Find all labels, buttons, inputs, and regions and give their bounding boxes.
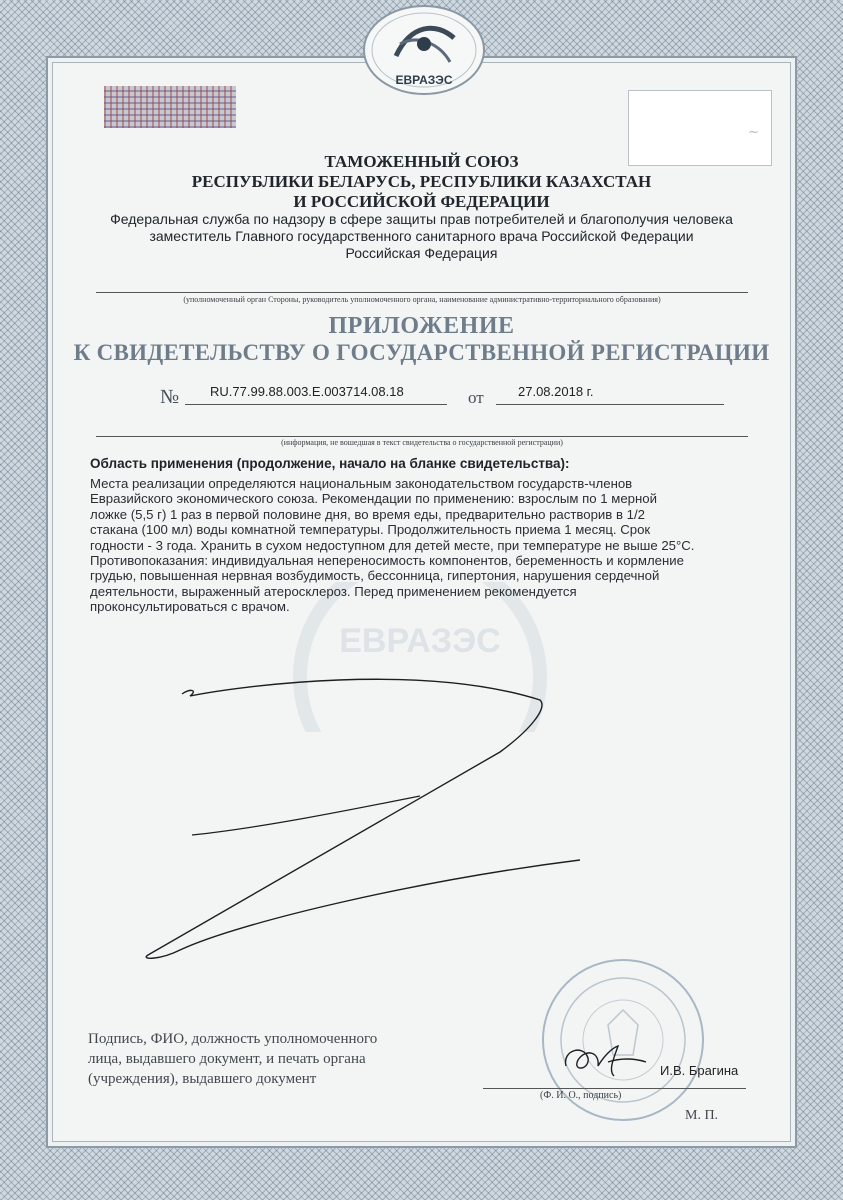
header-line-6: Российская Федерация <box>345 245 498 261</box>
body-line: годности - 3 года. Хранить в сухом недоступном для детей месте, при температуре не выше 25°С. <box>90 537 695 553</box>
header-line-4: Федеральная служба по надзору в сфере защиты прав потребителей и благополучия человека <box>110 211 733 227</box>
body-line: стакана (100 мл) воды комнатной температуры. Продолжительность приема 1 месяц. Срок <box>90 522 651 538</box>
header-line-2: РЕСПУБЛИКИ БЕЛАРУСЬ, РЕСПУБЛИКИ КАЗАХСТАН <box>191 172 652 191</box>
title-line-1: ПРИЛОЖЕНИЕ <box>328 313 515 339</box>
date-underline <box>496 404 724 405</box>
info-caption: (информация, не вошедшая в текст свидетельства о государственной регистрации) <box>281 438 563 447</box>
authority-underline <box>96 292 748 293</box>
evrazes-logo <box>356 4 492 100</box>
section-title: Область применения (продолжение, начало на бланке свидетельства): <box>90 456 570 471</box>
z-cross-out-stroke <box>120 660 580 980</box>
number-underline <box>185 404 447 405</box>
footer-line: (учреждения), выдавшего документ <box>88 1071 317 1087</box>
body-text <box>90 476 770 615</box>
stamp-place-label: М. П. <box>685 1108 719 1123</box>
serial-box-mark: ~ <box>748 125 759 140</box>
registration-number: RU.77.99.88.003.E.003714.08.18 <box>210 384 404 399</box>
body-line: проконсультироваться с врачом. <box>90 599 290 615</box>
footer-line: Подпись, ФИО, должность уполномоченного <box>88 1031 378 1047</box>
info-underline <box>96 436 748 437</box>
number-label: № <box>160 386 180 408</box>
signature <box>558 1036 648 1080</box>
watermark-text: ЕВРАЗЭС <box>339 622 501 660</box>
title-line-2: К СВИДЕТЕЛЬСТВУ О ГОСУДАРСТВЕННОЙ РЕГИСТРАЦИИ <box>73 340 770 365</box>
header-line-5: заместитель Главного государственного санитарного врача Российской Федерации <box>149 228 694 244</box>
signer-name: И.В. Брагина <box>660 1063 739 1078</box>
body-line: Евразийского экономического союза. Рекомендации по применению: взрослым по 1 мерной <box>90 491 657 507</box>
body-line: ложке (5,5 г) 1 раз в первой половине дня, во время еды, предварительно растворив в 1/2 <box>90 506 645 522</box>
header-line-3: И РОССИЙСКОЙ ФЕДЕРАЦИИ <box>293 192 550 211</box>
body-line: деятельности, выраженный атеросклероз. Перед применением рекомендуется <box>90 583 577 599</box>
body-line: Противопоказания: индивидуальная непереносимость компонентов, беременность и кормление <box>90 553 684 569</box>
body-line: Места реализации определяются национальным законодательством государств-членов <box>90 476 633 491</box>
hologram-stamp <box>104 86 236 128</box>
logo-text: ЕВРАЗЭС <box>395 73 453 87</box>
date-label: от <box>468 388 484 407</box>
authority-caption: (уполномоченный орган Стороны, руководитель уполномоченного органа, наименование административно-территориального образования) <box>183 295 661 304</box>
body-line: грудью, повышенная нервная возбудимость, бессонница, гипертония, нарушения сердечной <box>90 568 660 584</box>
signature-instructions <box>88 1029 377 1089</box>
registration-date: 27.08.2018 г. <box>518 384 594 399</box>
signature-caption: (Ф. И. О., подпись) <box>540 1090 622 1101</box>
header-line-1: ТАМОЖЕННЫЙ СОЮЗ <box>324 152 519 171</box>
signature-underline <box>483 1088 746 1089</box>
footer-line: лица, выдавшего документ, и печать органа <box>88 1051 366 1067</box>
